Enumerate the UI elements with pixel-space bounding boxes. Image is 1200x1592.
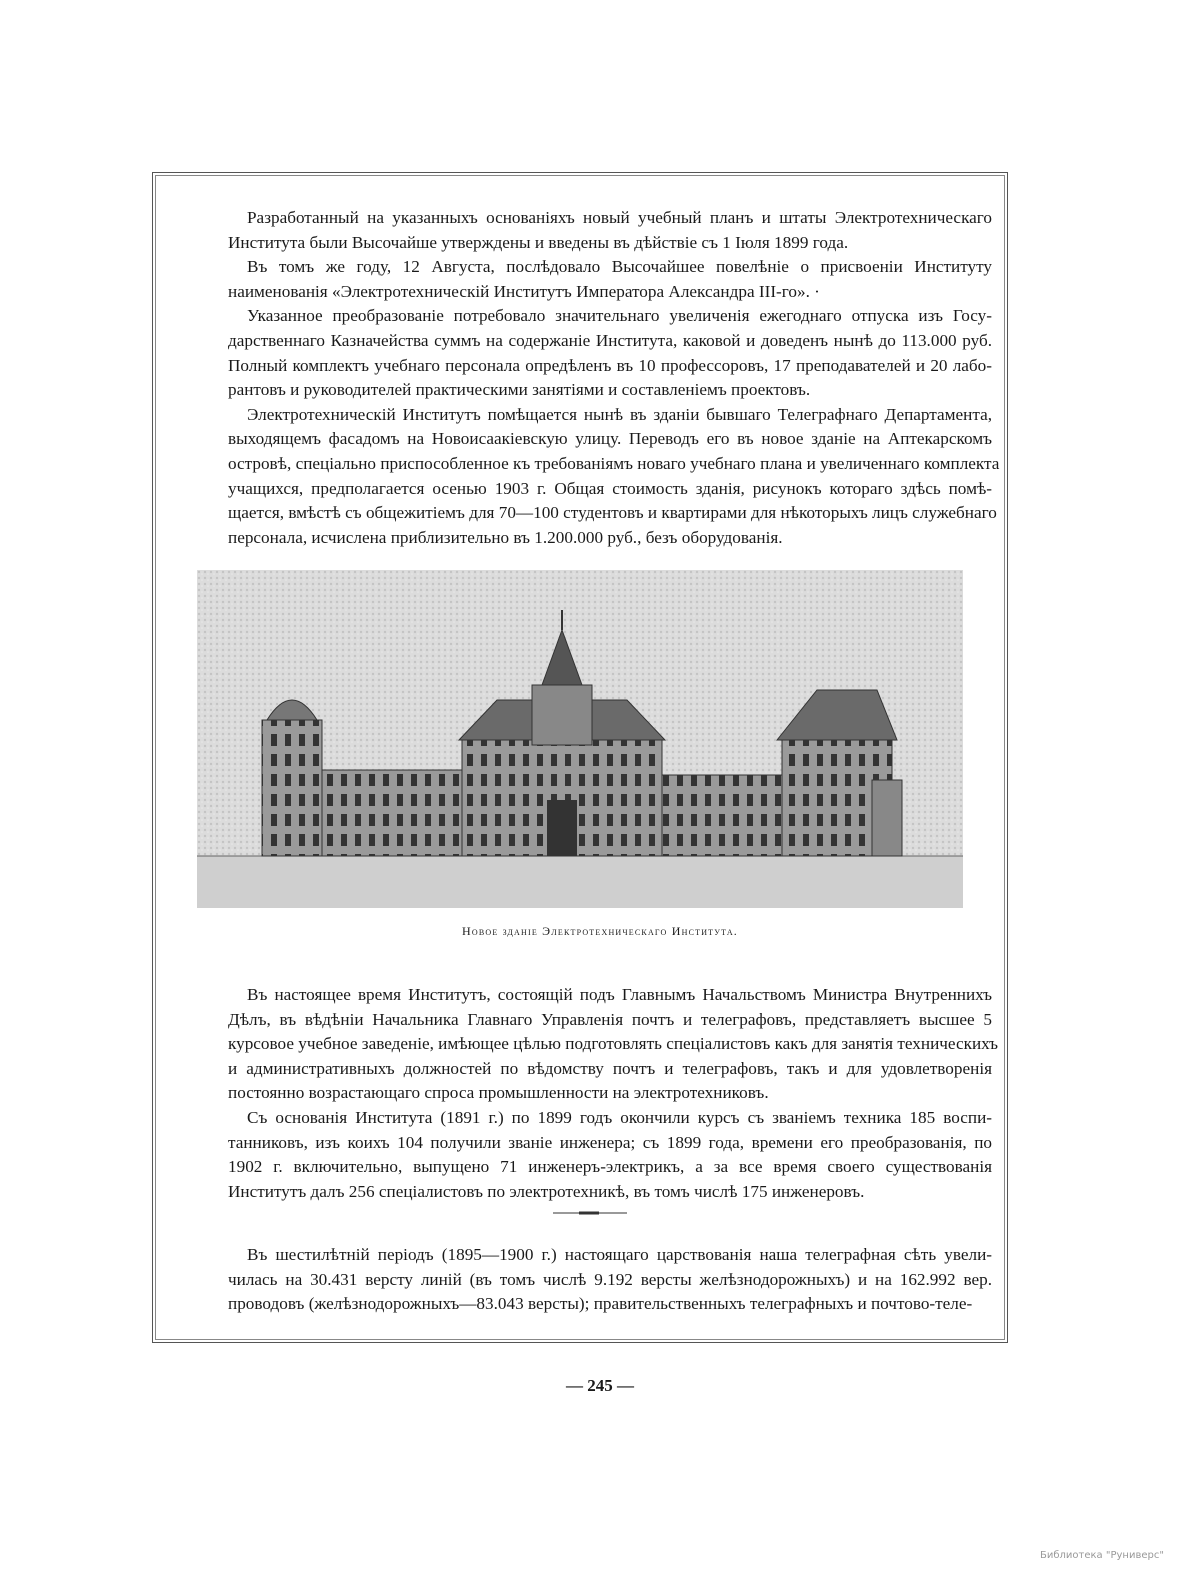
text-line: Съ основанія Института (1891 г.) по 1899 годъ окончили курсъ съ званіемъ техника 185 воспи- (247, 1107, 992, 1127)
text-line: Въ шестилѣтній періодъ (1895—1900 г.) настоящаго царствованія наша телеграфная сѣть увели- (247, 1245, 992, 1264)
section-divider-ornament (553, 1211, 627, 1215)
paragraph (228, 403, 1000, 551)
text-line: чилась на 30.431 версту линій (въ томъ числѣ 9.192 версты желѣзнодорожныхъ) и на 162.992 вер. (228, 1269, 992, 1289)
text-line: дарственнаго Казначейства суммъ на содержаніе Института, каковой и доведенъ нынѣ до 113.000 руб. (228, 330, 992, 350)
paragraph (228, 304, 992, 402)
paragraph (228, 206, 992, 255)
text-line: Полный комплектъ учебнаго персонала опредѣленъ въ 10 профессоровъ, 17 преподавателей и 20 лабо- (228, 355, 992, 375)
text-line: Электротехническій Институтъ помѣщается нынѣ въ зданіи бывшаго Телеграфнаго Департамента, (247, 404, 992, 424)
text-line: наименованія «Электротехническій Институтъ Императора Александра III-го». · (228, 281, 820, 301)
text-line: персонала, исчислена приблизительно въ 1.200.000 руб., безъ оборудованія. (228, 527, 783, 547)
text-line: постоянно возрастающаго спроса промышленности на электротехниковъ. (228, 1083, 769, 1103)
text-line: Указанное преобразованіе потребовало значительнаго увеличенія ежегоднаго отпуска изъ Госу- (247, 306, 992, 326)
text-line: Разработанный на указанныхъ основаніяхъ новый учебный планъ и штаты Электротехническаго (247, 208, 992, 227)
text-line: Въ томъ же году, 12 Августа, послѣдовало Высочайшее повелѣніе о присвоеніи Институту (247, 257, 992, 277)
text-line: учащихся, предполагается осенью 1903 г. Общая стоимость зданія, рисунокъ котораго здѣсь помѣ- (228, 478, 992, 498)
paragraph (228, 1243, 992, 1317)
text-line: Института были Высочайше утверждены и введены въ дѣйствіе съ 1 Іюля 1899 года. (228, 232, 849, 252)
text-line: щается, вмѣстѣ съ общежитіемъ для 70—100 студентовъ и квартирами для нѣкоторыхъ лицъ служебнаго (228, 503, 997, 523)
paragraph (228, 983, 998, 1106)
paragraph (228, 1106, 992, 1204)
illustration-caption: Новое зданіе Электротехническаго Института. (461, 924, 738, 938)
text-line: танниковъ, изъ коихъ 104 получили званіе инженера; съ 1899 года, времени его преобразованія, по (228, 1132, 992, 1152)
text-block-top (228, 206, 1000, 550)
text-line: Институтъ далъ 256 спеціалистовъ по электротехникѣ, въ томъ числѣ 175 инженеровъ. (228, 1181, 865, 1201)
text-block-middle (228, 983, 998, 1204)
building-illustration (197, 570, 963, 908)
text-line: проводовъ (желѣзнодорожныхъ—83.043 версты); правительственныхъ телеграфныхъ и почтово-теле- (228, 1294, 973, 1314)
library-watermark: Библиотека "Руниверс" (1040, 1550, 1164, 1561)
text-line: 1902 г. включительно, выпущено 71 инженеръ-электрикъ, а за все время своего существованія (228, 1157, 992, 1177)
text-line: Въ настоящее время Институтъ, состоящій подъ Главнымъ Начальствомъ Министра Внутреннихъ (247, 985, 992, 1004)
text-line: курсовое учебное заведеніе, имѣющее цѣлью подготовлять спеціалистовъ какъ для занятія техническихъ (228, 1034, 998, 1054)
page-number: — 245 — (566, 1376, 634, 1395)
text-line: Дѣлъ, въ вѣдѣніи Начальника Главнаго Управленія почтъ и телеграфовъ, представляетъ высшее 5 (228, 1009, 992, 1029)
text-line: рантовъ и руководителей практическими занятіями и составленіемъ проектовъ. (228, 380, 811, 400)
text-line: и административныхъ должностей по вѣдомству почтъ и телеграфовъ, такъ и для удовлетворенія (228, 1058, 992, 1078)
paragraph (228, 255, 992, 304)
text-line: выходящемъ фасадомъ на Новоисаакіевскую улицу. Переводъ его въ новое зданіе на Аптекарскомъ (228, 429, 992, 449)
text-block-bottom (228, 1243, 992, 1317)
text-line: островѣ, спеціально приспособленное къ требованіямъ новаго учебнаго плана и увеличеннаго комплекта (228, 453, 1000, 473)
